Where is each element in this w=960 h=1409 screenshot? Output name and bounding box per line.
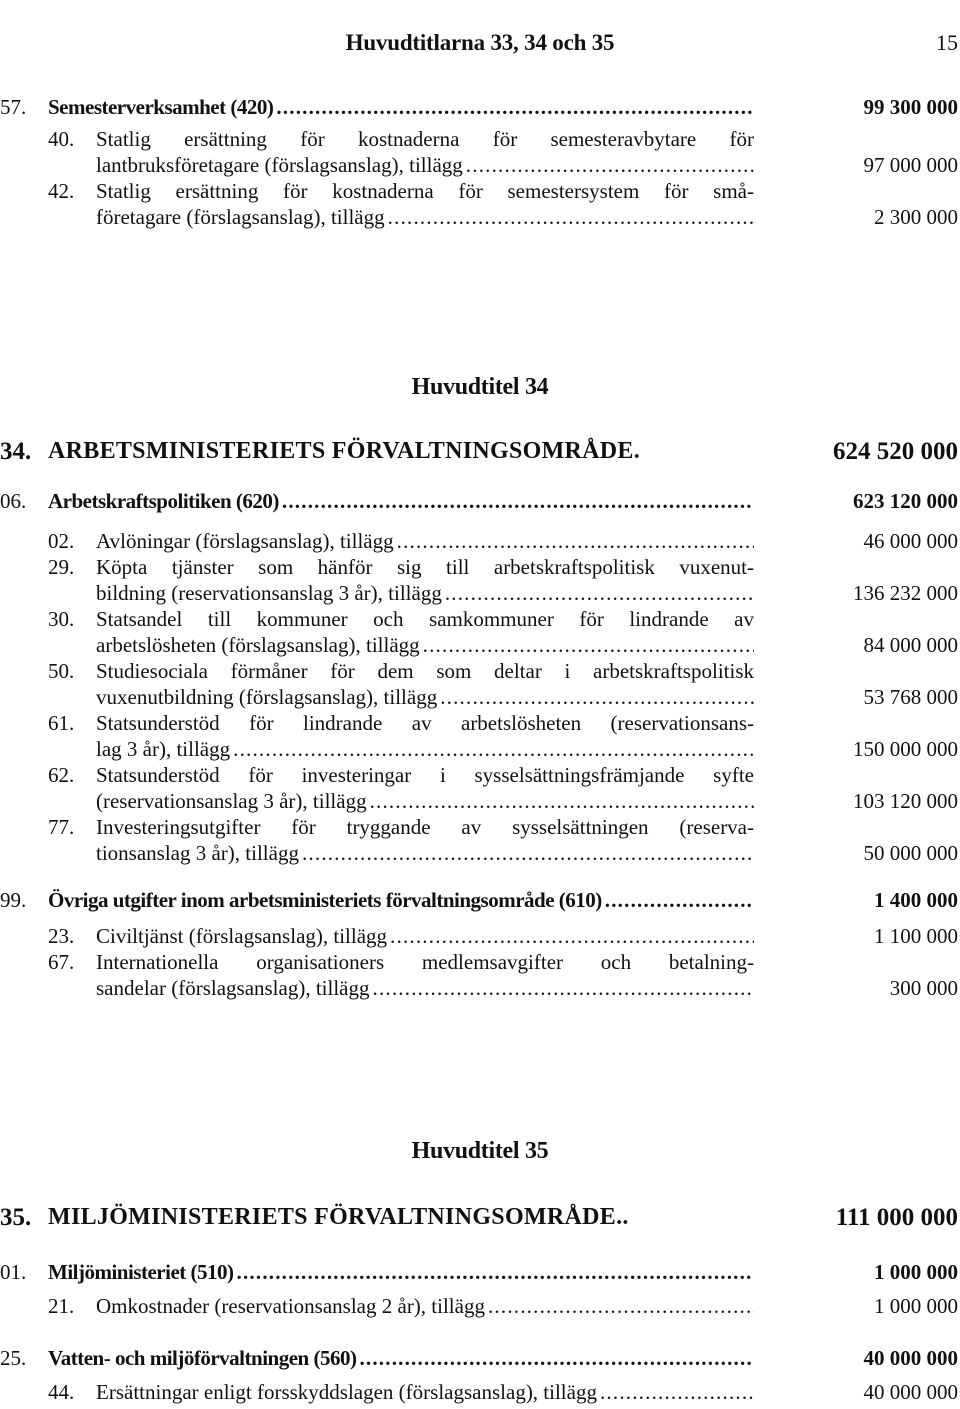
row-text: Studiesociala förmåner för dem som deltar i arbetskraftspolitisk vuxenutbildning (förslagsanslag), tillägg ..... — [96, 658, 754, 710]
item-amount: 1 400 000 — [874, 888, 958, 912]
row-number: 23. — [48, 924, 75, 948]
row-number: 40. — [48, 127, 75, 151]
budget-row — [0, 814, 960, 866]
row-amount: 300 000 — [889, 976, 958, 1000]
row-text: Köpta tjänster som hänför sig till arbetskraftspolitisk vuxenut- bildning (reservationsanslag 3 år), tillägg ..... — [96, 554, 754, 606]
row-text: Civiltjänst (förslagsanslag), tillägg ..... — [96, 923, 754, 949]
item-label: Arbetskraftspolitiken (620) ..... — [48, 488, 753, 514]
budget-item — [0, 488, 960, 514]
budget-item — [0, 1345, 960, 1371]
item-amount: 99 300 000 — [863, 95, 958, 119]
row-amount: 136 232 000 — [853, 581, 958, 605]
section-99 — [0, 887, 960, 1001]
row-number: 30. — [48, 607, 75, 631]
item-label: Övriga utgifter inom arbetsministeriets förvaltningsområde (610) ..... — [48, 887, 753, 913]
ministry-amount: 624 520 000 — [833, 438, 958, 465]
running-title: Huvudtitlarna 33, 34 och 35 — [345, 30, 615, 55]
budget-item — [0, 94, 960, 120]
ministry-number: 34. — [0, 438, 32, 465]
row-text: Omkostnader (reservationsanslag 2 år), tillägg ..... — [96, 1293, 754, 1319]
row-number: 50. — [48, 659, 75, 683]
budget-row — [0, 658, 960, 710]
row-text: Avlöningar (förslagsanslag), tillägg ..... — [96, 528, 754, 554]
item-amount: 623 120 000 — [853, 489, 958, 513]
row-amount: 1 100 000 — [874, 924, 958, 948]
row-number: 77. — [48, 815, 75, 839]
section-06 — [0, 488, 960, 866]
item-number: 25. — [0, 1346, 27, 1370]
item-number: 99. — [0, 888, 27, 912]
row-amount: 84 000 000 — [863, 633, 958, 657]
budget-row — [0, 606, 960, 658]
budget-row — [0, 1379, 960, 1405]
ministry-name: MILJÖMINISTERIETS FÖRVALTNINGSOMRÅDE.. — [48, 1204, 629, 1230]
budget-item — [0, 1259, 960, 1285]
row-number: 62. — [48, 763, 75, 787]
section-57 — [0, 94, 960, 230]
ministry-35 — [0, 1204, 960, 1236]
budget-row — [0, 762, 960, 814]
ministry-amount: 111 000 000 — [835, 1204, 958, 1231]
item-number: 06. — [0, 489, 27, 513]
item-label: Vatten- och miljöförvaltningen (560) ..... — [48, 1345, 753, 1371]
budget-item — [0, 887, 960, 913]
row-number: 44. — [48, 1380, 75, 1404]
ministry-34 — [0, 438, 960, 470]
row-amount: 103 120 000 — [853, 789, 958, 813]
main-title-35: Huvudtitel 35 — [411, 1138, 549, 1164]
row-text: Statlig ersättning för kostnaderna för semesteravbytare för lantbruksföretagare (förslagsanslag), tillägg ..... — [96, 126, 754, 178]
row-text: Investeringsutgifter för tryggande av sysselsättningen (reserva- tionsanslag 3 år), tillägg ..... — [96, 814, 754, 866]
ministry-number: 35. — [0, 1204, 32, 1231]
row-amount: 1 000 000 — [874, 1294, 958, 1318]
row-number: 67. — [48, 950, 75, 974]
row-text: Statlig ersättning för kostnaderna för semestersystem för små- företagare (förslagsanslag), tillägg ..... — [96, 178, 754, 230]
item-label: Miljöministeriet (510) ..... — [48, 1259, 753, 1285]
item-amount: 1 000 000 — [874, 1260, 958, 1284]
row-amount: 40 000 000 — [863, 1380, 958, 1404]
row-text: Internationella organisationers medlemsavgifter och betalning- sandelar (förslagsanslag), tillägg ..... — [96, 949, 754, 1001]
row-text: Statsunderstöd för lindrande av arbetslösheten (reservationsans- lag 3 år), tillägg ..... — [96, 710, 754, 762]
section-25 — [0, 1345, 960, 1405]
budget-row — [0, 178, 960, 230]
row-amount: 50 000 000 — [863, 841, 958, 865]
row-text: Statsunderstöd för investeringar i sysselsättningsfrämjande syfte (reservationsanslag 3 år), tillägg ..... — [96, 762, 754, 814]
row-number: 29. — [48, 555, 75, 579]
budget-row — [0, 528, 960, 554]
budget-row — [0, 949, 960, 1001]
item-number: 01. — [0, 1260, 27, 1284]
row-text: Ersättningar enligt forsskyddslagen (förslagsanslag), tillägg ..... — [96, 1379, 754, 1405]
row-number: 21. — [48, 1294, 75, 1318]
item-amount: 40 000 000 — [863, 1346, 958, 1370]
row-number: 61. — [48, 711, 75, 735]
row-amount: 53 768 000 — [863, 685, 958, 709]
page-number: 15 — [936, 30, 958, 55]
budget-row — [0, 554, 960, 606]
main-title-34: Huvudtitel 34 — [411, 374, 549, 400]
budget-row — [0, 710, 960, 762]
row-amount: 46 000 000 — [863, 529, 958, 553]
page-header — [0, 30, 960, 64]
row-number: 42. — [48, 179, 75, 203]
row-amount: 150 000 000 — [853, 737, 958, 761]
budget-row — [0, 923, 960, 949]
budget-row — [0, 126, 960, 178]
row-number: 02. — [48, 529, 75, 553]
section-01 — [0, 1259, 960, 1319]
ministry-name: ARBETSMINISTERIETS FÖRVALTNINGSOMRÅDE. — [48, 438, 641, 464]
item-number: 57. — [0, 95, 27, 119]
item-label: Semesterverksamhet (420) ..... — [48, 94, 753, 120]
row-amount: 2 300 000 — [874, 205, 958, 229]
budget-row — [0, 1293, 960, 1319]
row-text: Statsandel till kommuner och samkommuner för lindrande av arbetslösheten (förslagsanslag), tillägg ..... — [96, 606, 754, 658]
row-amount: 97 000 000 — [863, 153, 958, 177]
